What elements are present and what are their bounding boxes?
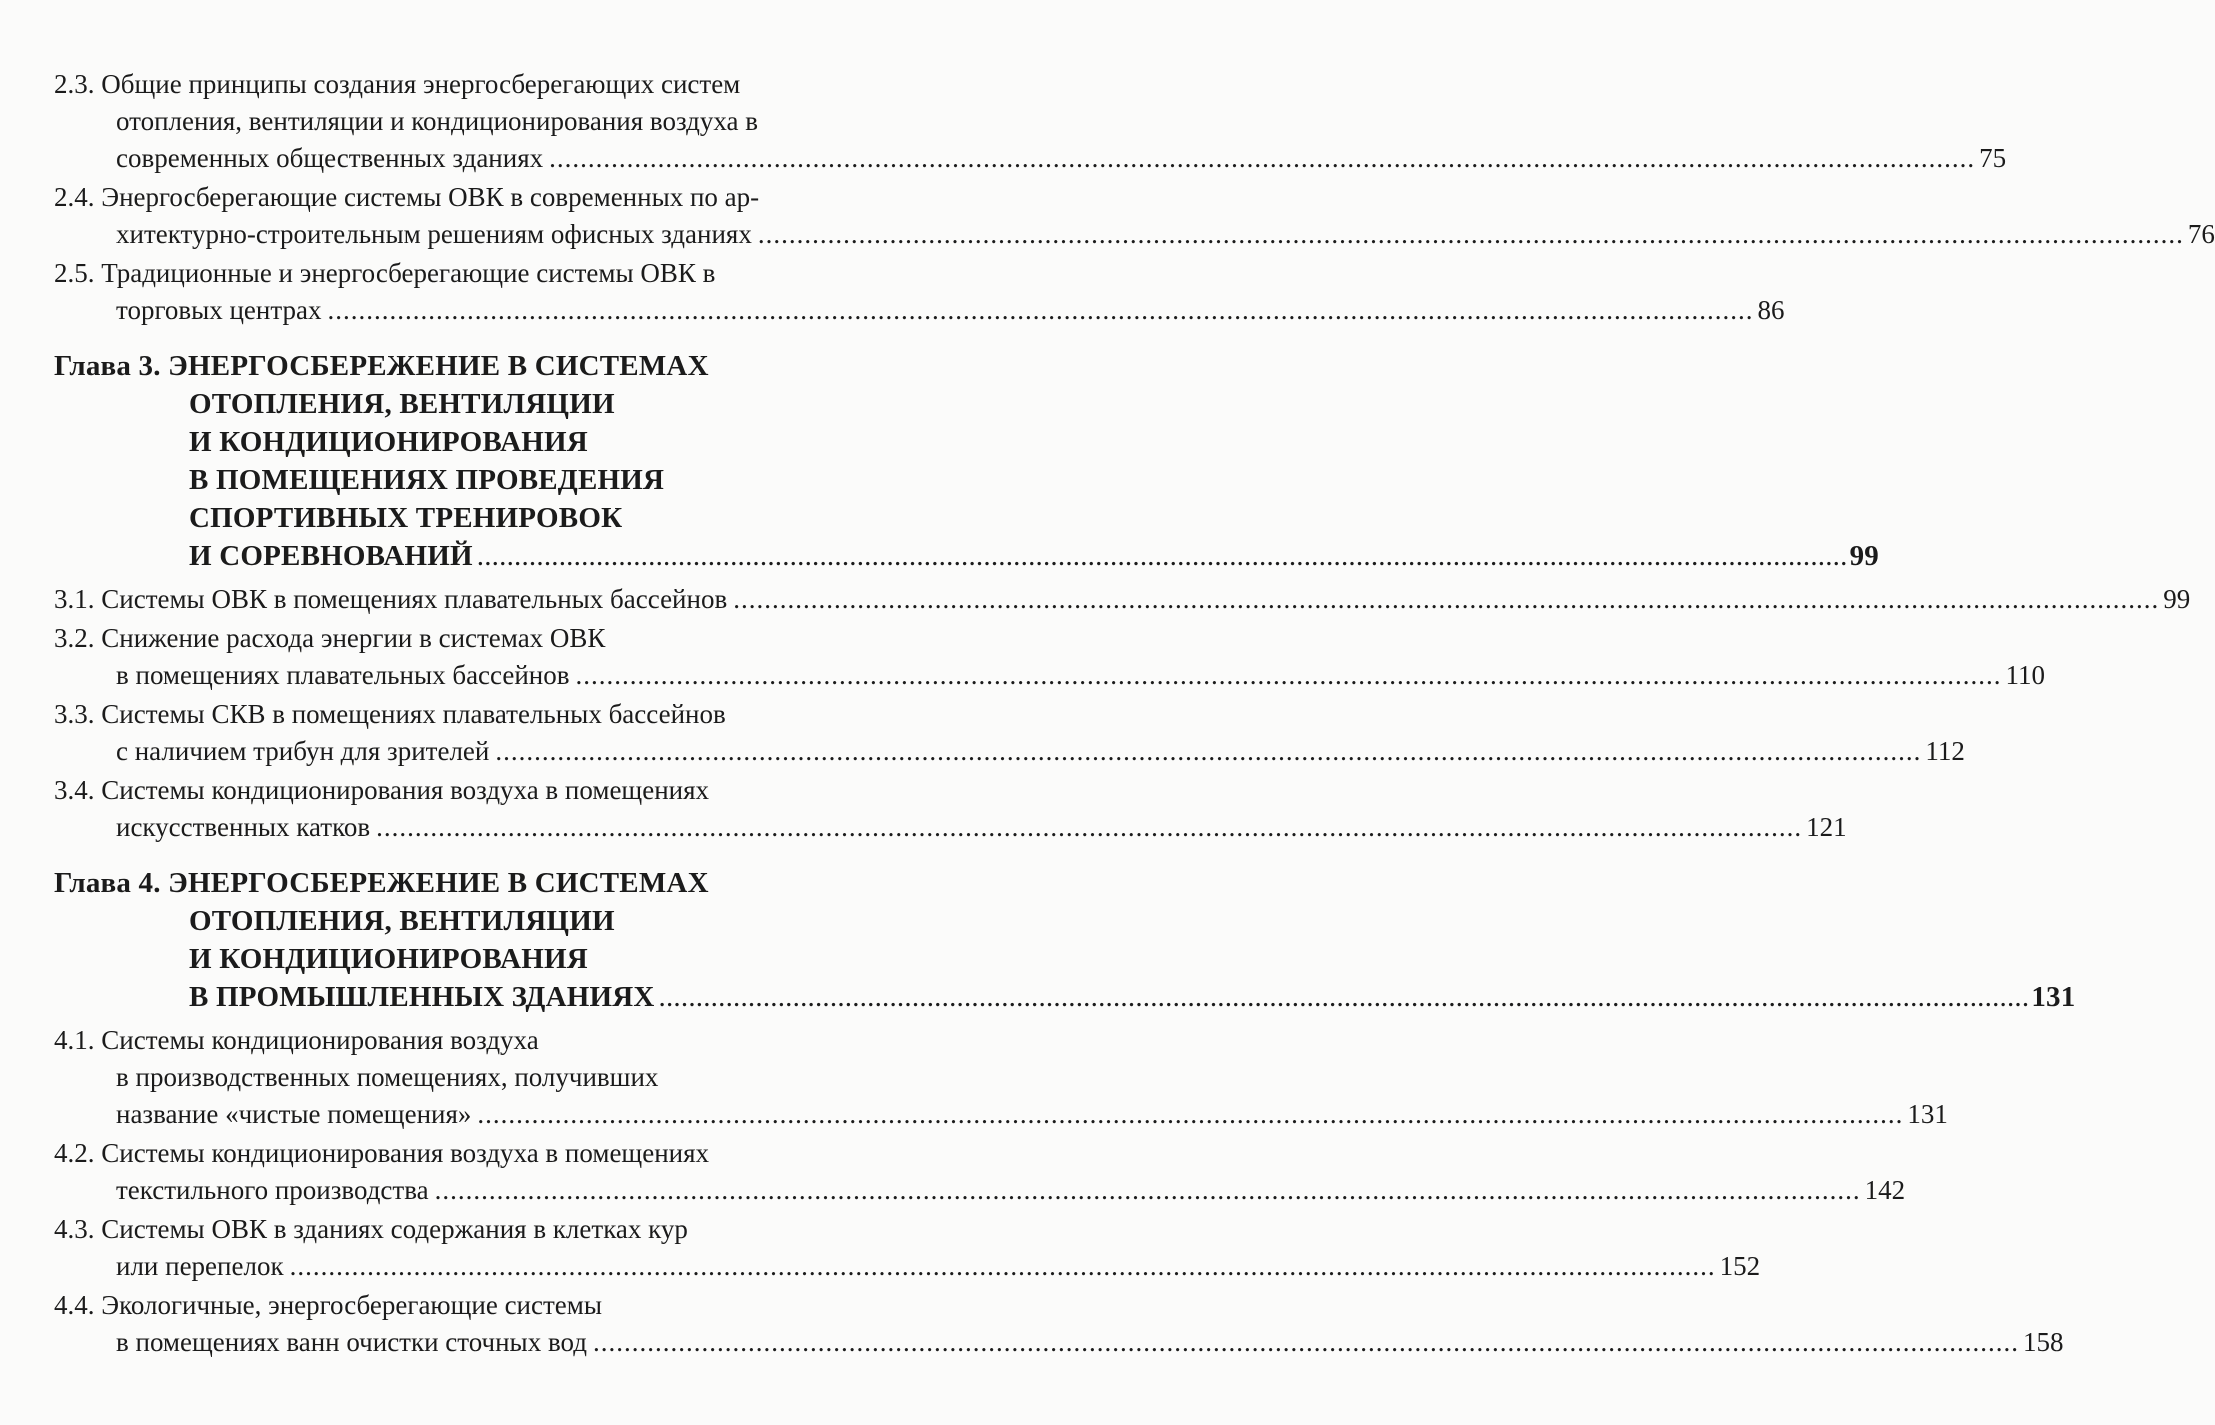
toc-entry (54, 255, 1785, 329)
toc-entry (54, 620, 2045, 694)
page-number: 99 (1849, 540, 1879, 572)
section-number: 4.2. (54, 1138, 95, 1168)
toc-line-text (116, 1172, 429, 1209)
toc-last-line (54, 809, 1847, 846)
section-number: 4.4. (54, 1290, 95, 1320)
toc-last-line (54, 1324, 2064, 1361)
page-number: 110 (2005, 660, 2045, 690)
page-number: 131 (1907, 1099, 1948, 1129)
toc-line-text-content: в помещениях ванн очистки сточных вод (116, 1327, 587, 1357)
toc-line-text: Системы кондиционирования воздуха в помещениях (101, 1138, 710, 1168)
dot-leader: ........................................................................................................................................................................................ (434, 1175, 1861, 1205)
section-number: 3.3. (54, 699, 95, 729)
toc-line-text: Общие принципы создания энергосберегающих систем (101, 69, 741, 99)
toc-line (54, 103, 917, 140)
toc-entry (54, 1211, 1761, 1285)
toc-line (54, 1059, 917, 1096)
toc-last-line (54, 537, 1879, 575)
section-number: 4.1. (54, 1025, 95, 1055)
toc-line-text (189, 537, 473, 575)
toc-line-text: СПОРТИВНЫХ ТРЕНИРОВОК (189, 502, 623, 534)
toc-line-text: ОТОПЛЕНИЯ, ВЕНТИЛЯЦИИ (189, 388, 615, 420)
dot-leader: ........................................................................................................................................................................................ (592, 1327, 2019, 1357)
toc-line-text: Снижение расхода энергии в системах ОВК (101, 623, 606, 653)
toc-last-line (54, 978, 2076, 1016)
toc-line-text: в производственных помещениях, получивших (116, 1062, 659, 1092)
toc-line (54, 1022, 917, 1059)
toc-entry (54, 179, 2215, 253)
toc-line (54, 940, 917, 978)
toc-line (54, 255, 917, 292)
toc-line-text: отопления, вентиляции и кондиционирования воздуха в (116, 106, 759, 136)
toc-line-text-content: текстильного производства (116, 1175, 429, 1205)
toc-line (54, 423, 917, 461)
toc-line-text: В ПОМЕЩЕНИЯХ ПРОВЕДЕНИЯ (189, 464, 665, 496)
page-number: 76 (2187, 219, 2215, 249)
toc-line-text (116, 292, 321, 329)
toc-line-text-content: Системы ОВК в помещениях плавательных бассейнов (101, 584, 728, 614)
toc-line (54, 461, 917, 499)
page-number: 131 (2031, 981, 2076, 1013)
toc-line-text-content: И СОРЕВНОВАНИЙ (189, 540, 473, 572)
toc-line-text (116, 1324, 587, 1361)
toc-last-line (54, 216, 2215, 253)
section-number: 3.1. (54, 584, 95, 614)
toc-line (54, 902, 917, 940)
table-of-contents (54, 66, 2215, 1361)
toc-line (54, 66, 917, 103)
section-number: 3.4. (54, 775, 95, 805)
toc-last-line (54, 657, 2045, 694)
toc-line-text: Экологичные, энергосберегающие системы (101, 1290, 603, 1320)
toc-line-text: Системы ОВК в зданиях содержания в клетках кур (101, 1214, 688, 1244)
toc-line (54, 696, 917, 733)
toc-line-text (116, 140, 543, 177)
toc-line-text (116, 1248, 284, 1285)
toc-line-text-content: хитектурно-строительным решениям офисных зданиях (116, 219, 752, 249)
dot-leader: ........................................................................................................................................................................................ (476, 540, 1848, 572)
toc-entry (54, 1287, 2064, 1361)
toc-line (54, 499, 917, 537)
toc-line-text: ОТОПЛЕНИЯ, ВЕНТИЛЯЦИИ (189, 905, 615, 937)
toc-line-text (116, 733, 489, 770)
toc-line (54, 347, 917, 385)
dot-leader: ........................................................................................................................................................................................ (289, 1251, 1716, 1281)
toc-line-text-content: в помещениях плавательных бассейнов (116, 660, 570, 690)
section-number: 2.3. (54, 69, 95, 99)
page-number: 99 (2163, 584, 2191, 614)
toc-line-text: Традиционные и энергосберегающие системы ОВК в (101, 258, 716, 288)
toc-line (54, 1287, 917, 1324)
dot-leader: ........................................................................................................................................................................................ (495, 736, 1922, 766)
dot-leader: ........................................................................................................................................................................................ (376, 812, 1803, 842)
page-number: 112 (1925, 736, 1965, 766)
toc-line-text-content: искусственных катков (116, 812, 371, 842)
toc-last-line (54, 581, 2191, 618)
toc-line-text-content: название «чистые помещения» (116, 1099, 472, 1129)
toc-line-text: Энергосберегающие системы ОВК в современных по ар- (101, 182, 760, 212)
toc-entry (54, 1135, 1906, 1209)
toc-line (54, 772, 917, 809)
dot-leader: ........................................................................................................................................................................................ (549, 143, 1976, 173)
toc-entry (54, 772, 1847, 846)
toc-line (54, 864, 917, 902)
toc-line-text-content: современных общественных зданиях (116, 143, 544, 173)
toc-line-text (116, 809, 370, 846)
toc-entry (54, 581, 2191, 618)
page-number: 158 (2022, 1327, 2064, 1357)
toc-line-text (116, 657, 570, 694)
toc-line-text: Системы кондиционирования воздуха (101, 1025, 539, 1055)
toc-line-text: Системы СКВ в помещениях плавательных бассейнов (101, 699, 726, 729)
section-number: 4.3. (54, 1214, 95, 1244)
page-number: 152 (1719, 1251, 1761, 1281)
dot-leader: ........................................................................................................................................................................................ (327, 295, 1754, 325)
section-number: 2.4. (54, 182, 95, 212)
toc-last-line (54, 292, 1785, 329)
toc-line (54, 179, 917, 216)
toc-line-text (54, 581, 727, 618)
toc-last-line (54, 733, 1965, 770)
toc-line-text (116, 1096, 471, 1133)
toc-line-text-content: торговых центрах (116, 295, 322, 325)
dot-leader: ........................................................................................................................................................................................ (658, 981, 2030, 1013)
toc-last-line (54, 1248, 1761, 1285)
toc-last-line (54, 1172, 1906, 1209)
toc-line-text: ЭНЕРГОСБЕРЕЖЕНИЕ В СИСТЕМАХ (168, 867, 709, 899)
dot-leader: ........................................................................................................................................................................................ (575, 660, 2002, 690)
chapter-number: Глава 4. (54, 867, 161, 899)
toc-line-text: И КОНДИЦИОНИРОВАНИЯ (189, 426, 588, 458)
toc-line-text: Системы кондиционирования воздуха в помещениях (101, 775, 710, 805)
toc-line-text-content: или перепелок (116, 1251, 284, 1281)
page-number: 142 (1864, 1175, 1906, 1205)
chapter-heading (54, 347, 1879, 575)
dot-leader: ........................................................................................................................................................................................ (733, 584, 2160, 614)
toc-entry (54, 66, 2007, 177)
toc-line-text (116, 216, 752, 253)
toc-line-text: ЭНЕРГОСБЕРЕЖЕНИЕ В СИСТЕМАХ (168, 350, 709, 382)
toc-last-line (54, 140, 2007, 177)
toc-line (54, 620, 917, 657)
section-number: 2.5. (54, 258, 95, 288)
toc-line-text-content: с наличием трибун для зрителей (116, 736, 490, 766)
page-number: 86 (1757, 295, 1785, 325)
toc-last-line (54, 1096, 1948, 1133)
chapter-heading (54, 864, 2076, 1016)
toc-entry (54, 696, 1965, 770)
toc-line-text: И КОНДИЦИОНИРОВАНИЯ (189, 943, 588, 975)
page-number: 75 (1979, 143, 2007, 173)
chapter-number: Глава 3. (54, 350, 161, 382)
toc-entry (54, 1022, 1948, 1133)
section-number: 3.2. (54, 623, 95, 653)
toc-line-text-content: В ПРОМЫШЛЕННЫХ ЗДАНИЯХ (189, 981, 655, 1013)
dot-leader: ........................................................................................................................................................................................ (757, 219, 2184, 249)
page-number: 121 (1806, 812, 1847, 842)
toc-line-text (189, 978, 655, 1016)
dot-leader: ........................................................................................................................................................................................ (477, 1099, 1904, 1129)
toc-line (54, 1135, 917, 1172)
toc-line (54, 1211, 917, 1248)
toc-line (54, 385, 917, 423)
